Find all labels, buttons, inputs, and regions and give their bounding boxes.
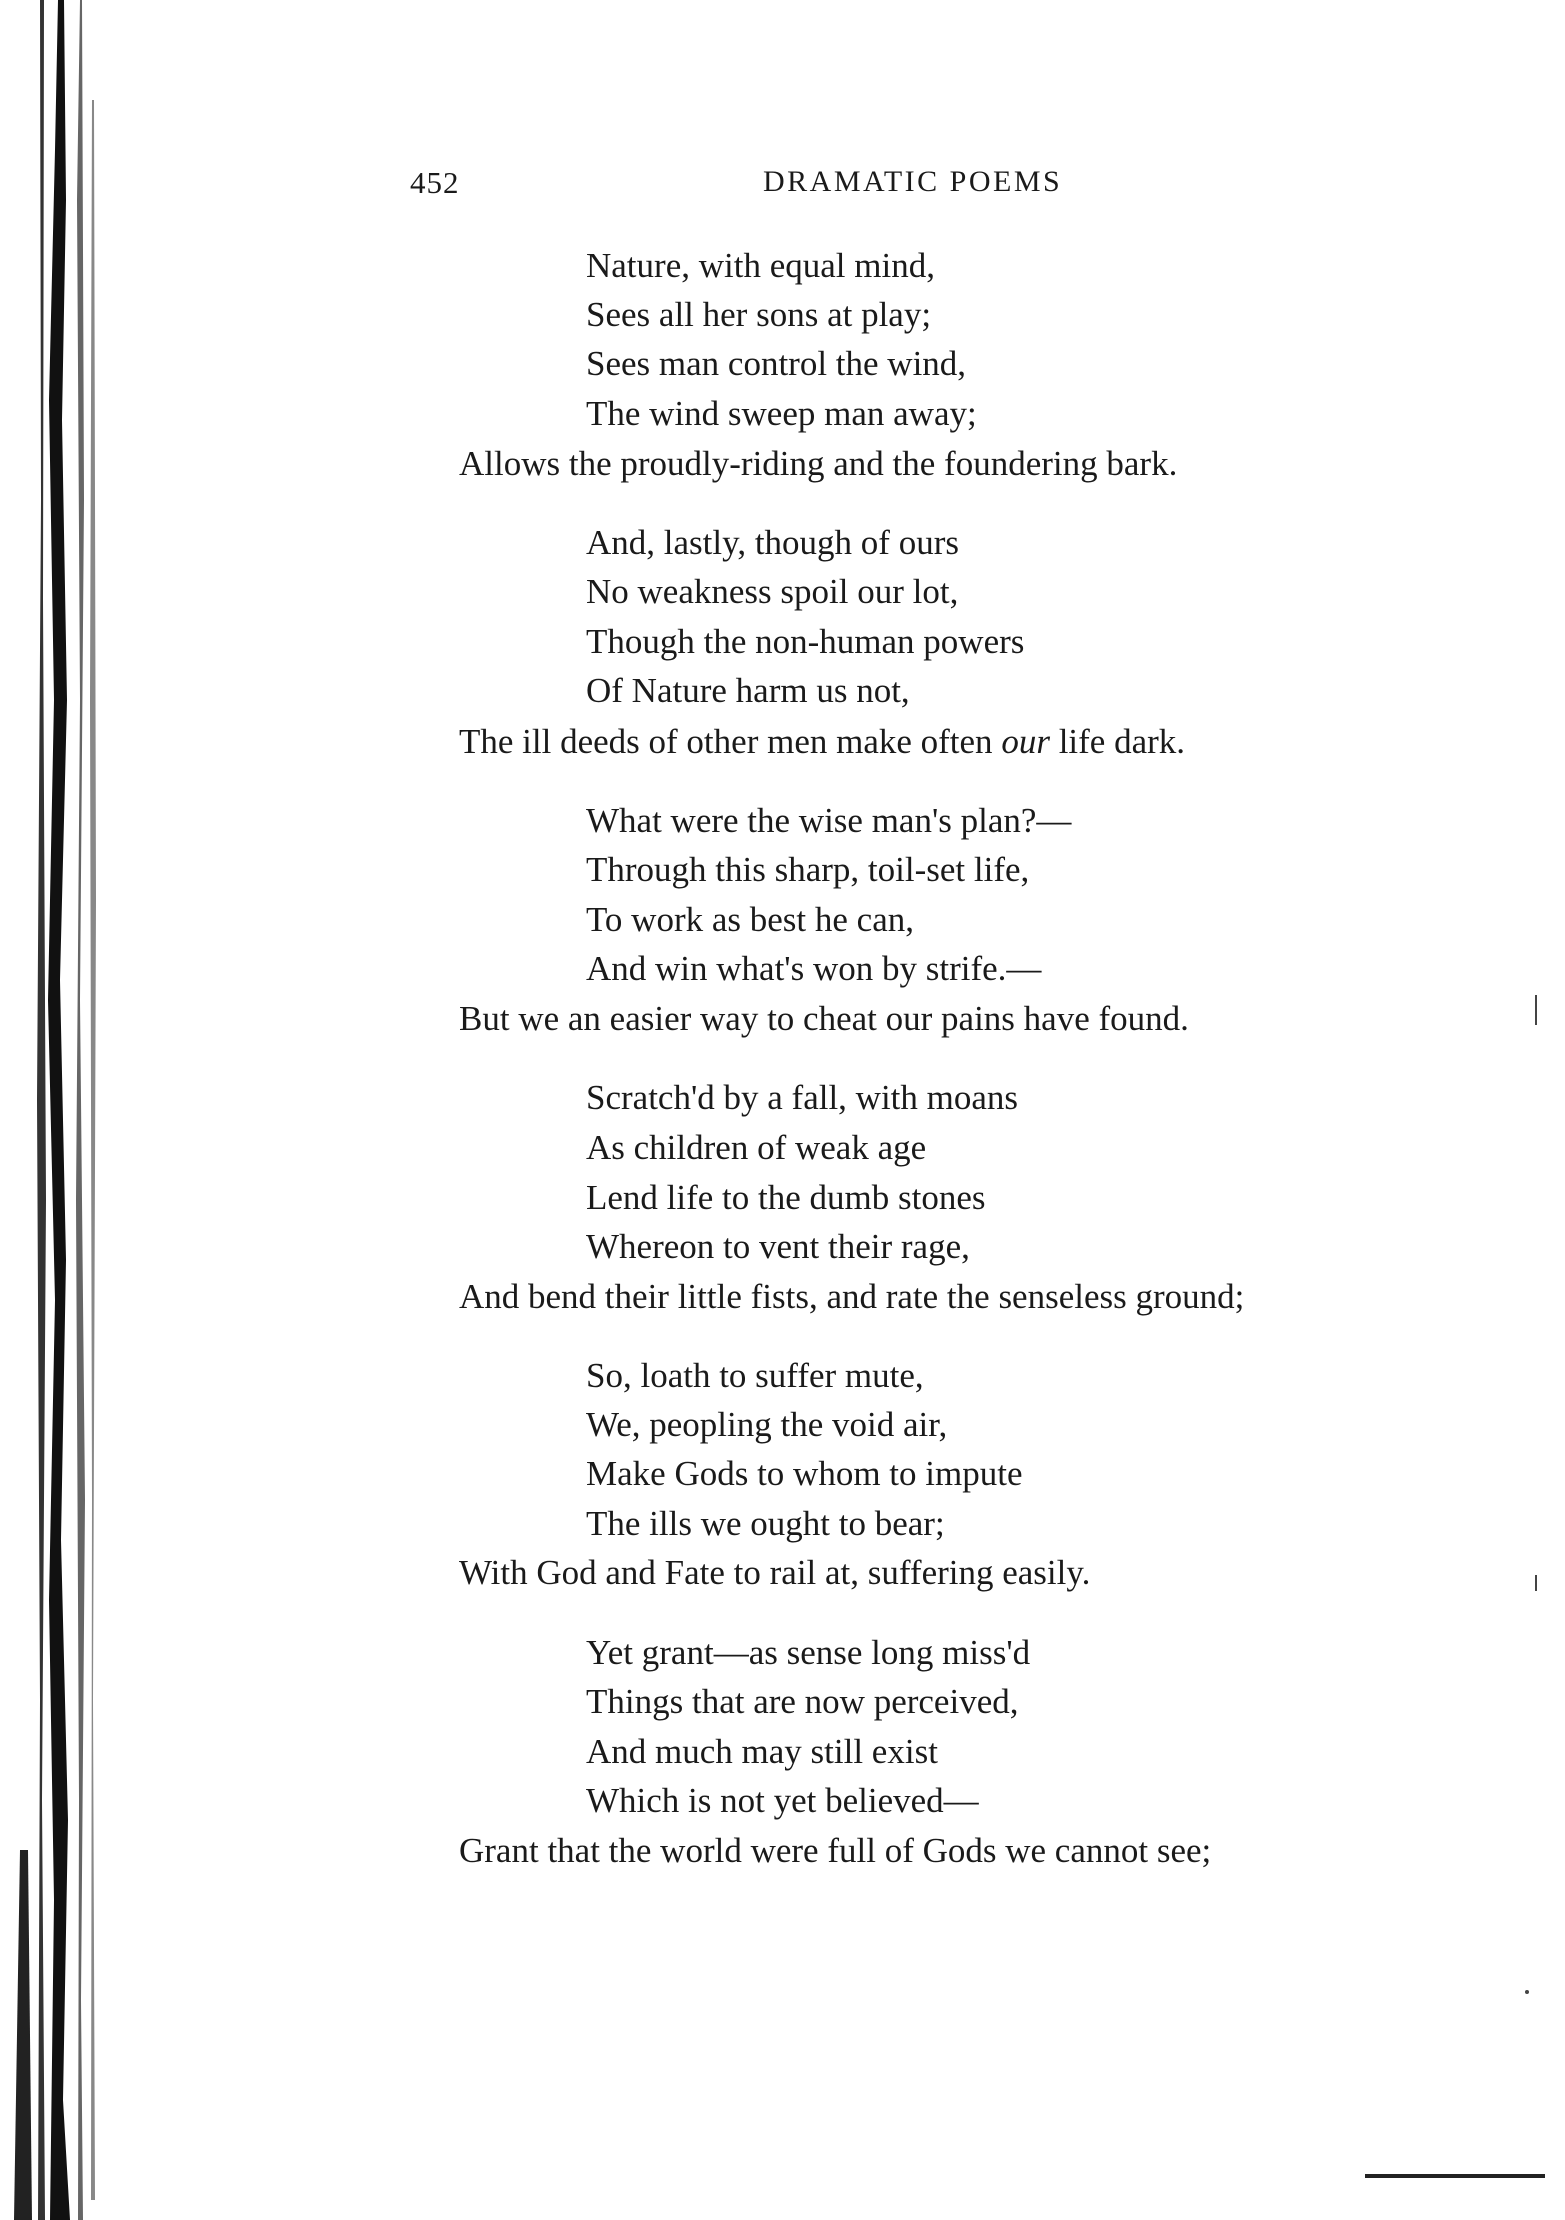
verse-line: With God and Fate to rail at, suffering easily. <box>459 1553 1091 1592</box>
bottom-edge-rule <box>1365 2174 1545 2178</box>
page-header <box>0 165 1565 215</box>
verse-line: And much may still exist <box>586 1732 938 1771</box>
verse-text: life dark. <box>1049 722 1186 761</box>
verse-line <box>459 724 1185 759</box>
verse-line: The wind sweep man away; <box>586 394 977 433</box>
verse-line: And win what's won by strife.— <box>586 949 1042 988</box>
verse-line: And, lastly, though of ours <box>586 523 959 562</box>
verse-line: Grant that the world were full of Gods we cannot see; <box>459 1831 1212 1870</box>
verse-line: Whereon to vent their rage, <box>586 1227 970 1266</box>
running-title: DRAMATIC POEMS <box>763 165 1063 198</box>
verse-line: Yet grant—as sense long miss'd <box>586 1633 1031 1672</box>
verse-line: Through this sharp, toil-set life, <box>586 850 1030 889</box>
margin-mark <box>1535 1575 1537 1591</box>
verse-line: Sees man control the wind, <box>586 344 967 383</box>
verse-line: Lend life to the dumb stones <box>586 1178 986 1217</box>
verse-line: What were the wise man's plan?— <box>586 801 1072 840</box>
verse-line: But we an easier way to cheat our pains have found. <box>459 999 1189 1038</box>
margin-mark <box>1525 1990 1529 1994</box>
verse-line: Sees all her sons at play; <box>586 295 932 334</box>
verse-line: To work as best he can, <box>586 900 915 939</box>
verse-line: Allows the proudly-riding and the foundering bark. <box>459 444 1178 483</box>
verse-text: The ill deeds of other men make often <box>459 722 1002 761</box>
page-number: 452 <box>410 165 460 200</box>
verse-line: And bend their little fists, and rate the senseless ground; <box>459 1277 1245 1316</box>
verse-line: Make Gods to whom to impute <box>586 1454 1023 1493</box>
verse-line: The ills we ought to bear; <box>586 1504 945 1543</box>
page-binding-edge <box>0 0 110 2220</box>
verse-line: Nature, with equal mind, <box>586 246 935 285</box>
margin-mark <box>1535 995 1537 1025</box>
verse-line: We, peopling the void air, <box>586 1405 948 1444</box>
verse-line: Of Nature harm us not, <box>586 671 910 710</box>
verse-line: So, loath to suffer mute, <box>586 1356 924 1395</box>
verse-line: Things that are now perceived, <box>586 1682 1019 1721</box>
verse-line: As children of weak age <box>586 1128 927 1167</box>
verse-line: Which is not yet believed— <box>586 1781 979 1820</box>
emphasized-word: our <box>1001 722 1050 761</box>
verse-line: Though the non-human powers <box>586 622 1025 661</box>
verse-line: No weakness spoil our lot, <box>586 572 959 611</box>
verse-line: Scratch'd by a fall, with moans <box>586 1078 1019 1117</box>
